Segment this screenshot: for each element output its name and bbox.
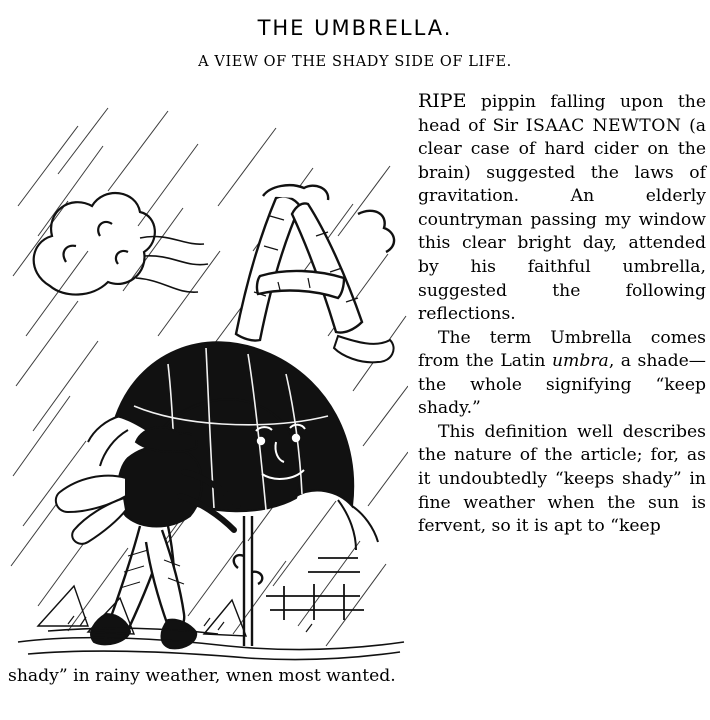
paragraph-2 — [418, 327, 706, 421]
page-subtitle — [0, 54, 710, 70]
paragraph-1-part-a: pippin falling upon the head of Sir — [418, 92, 706, 136]
engraving-svg — [8, 86, 408, 661]
footer-line: shady” in rainy weather, wnen most wanted. — [8, 666, 396, 686]
paragraph-1 — [418, 88, 706, 327]
paragraph-2-part-a: The term Umbrella comes from the Latin — [418, 327, 706, 372]
paragraph-1-space — [585, 116, 593, 136]
page-title: THE UMBRELLA. — [257, 16, 453, 40]
illustration — [8, 86, 408, 661]
name-newton: NEWTON — [592, 115, 682, 136]
article-column — [418, 88, 706, 539]
paragraph-3: This definition well describes the nature of the article; for, as it undoubtedly “keeps shady” in fine weather when the sun is fervent, so it is apt to “keep — [418, 421, 706, 537]
name-isaac: ISAAC — [525, 115, 585, 136]
paragraph-1-part-b: (a clear case of hard cider on the brain) suggested the laws of gravitation. An elderly countryman passing my window this clear bright day, attended by his faithful umbrella, suggested the following reflections. — [418, 115, 707, 325]
subtitle-text: A VIEW OF THE SHADY SIDE OF LIFE. — [198, 54, 512, 70]
latin-word-umbra: umbra — [551, 351, 609, 372]
page — [0, 10, 710, 720]
lead-word: RIPE — [418, 90, 467, 112]
paragraph-2-part-b: , a shade—the whole signifying “keep shady.” — [418, 351, 706, 419]
